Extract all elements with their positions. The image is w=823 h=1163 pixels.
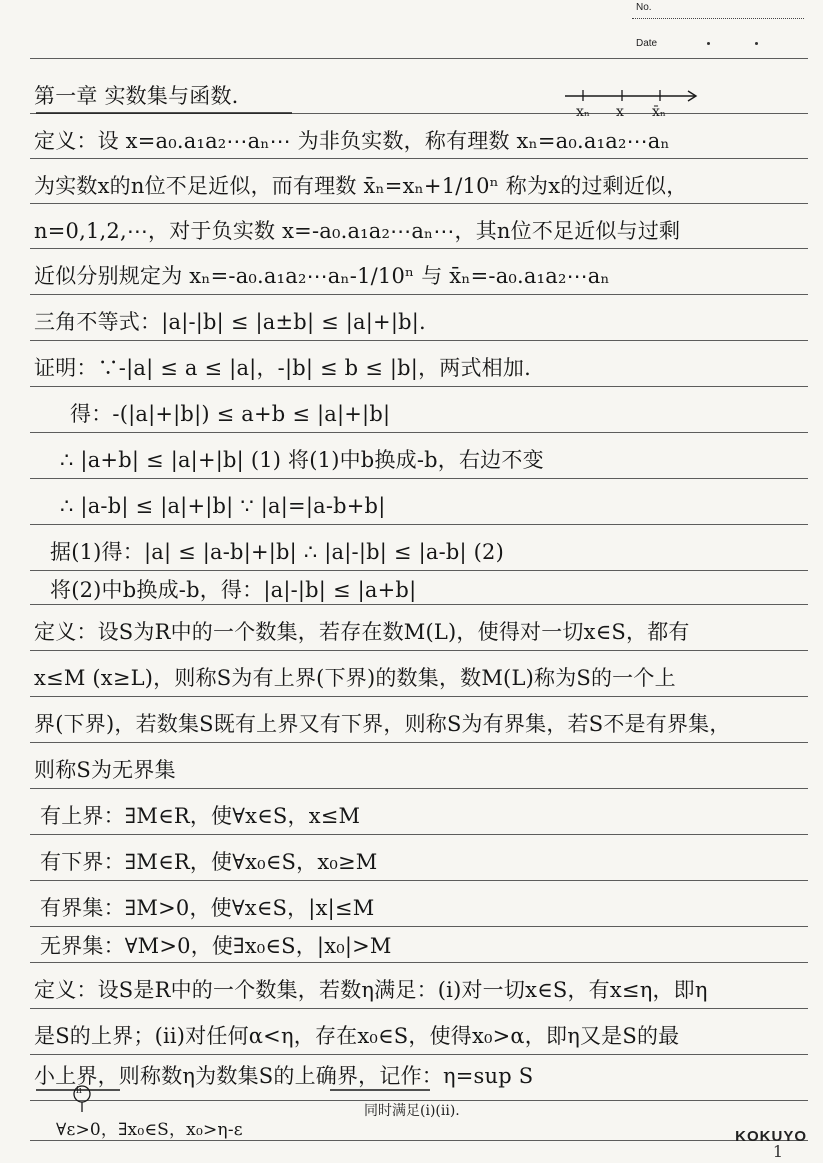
text-line: 有下界：∃M∈R，使∀x₀∈S，x₀≥M: [40, 850, 378, 874]
text-line: 定义：设S是R中的一个数集，若数η满足：(i)对一切x∈S，有x≤η，即η: [34, 978, 708, 1002]
axis-label-x: x: [616, 104, 624, 120]
text-line: 则称S为无界集: [34, 758, 176, 782]
circle-mark-label: ii: [76, 1086, 82, 1096]
text-line: 近似分别规定为 xₙ=-a₀.a₁a₂⋯aₙ-1/10ⁿ 与 x̄ₙ=-a₀.a₁a₂⋯aₙ: [34, 264, 610, 288]
text-line: 得：-(|a|+|b|) ≤ a+b ≤ |a|+|b|: [70, 402, 391, 426]
text-line: 为实数x的n位不足近似，而有理数 x̄ₙ=xₙ+1/10ⁿ 称为x的过剩近似，: [34, 174, 688, 198]
text-line: 将(2)中b换成-b，得：|a|-|b| ≤ |a+b|: [50, 578, 417, 602]
text-line: ∴ |a+b| ≤ |a|+|b| (1) 将(1)中b换成-b，右边不变: [60, 448, 544, 472]
axis-label-xn-bar: x̄ₙ: [652, 104, 666, 120]
page-number: 1: [772, 1142, 783, 1161]
text-line: 证明：∵-|a| ≤ a ≤ |a|，-|b| ≤ b ≤ |b|，两式相加.: [34, 356, 531, 380]
text-line: x≤M (x≥L)，则称S为有上界(下界)的数集，数M(L)称为S的一个上: [34, 666, 676, 690]
text-line: n=0,1,2,⋯，对于负实数 x=-a₀.a₁a₂⋯aₙ⋯，其n位不足近似与过剩: [34, 219, 681, 243]
no-label: No.: [636, 2, 652, 13]
text-line: ∀ε>0，∃x₀∈S，x₀>η-ε: [56, 1120, 243, 1140]
axis-label-xn: xₙ: [576, 104, 590, 120]
text-line: 定义：设 x=a₀.a₁a₂⋯aₙ⋯ 为非负实数，称有理数 xₙ=a₀.a₁a₂⋯aₙ: [34, 129, 670, 153]
text-line: 小上界，则称数η为数集S的上确界，记作：η=sup S: [34, 1064, 534, 1088]
text-line: 是S的上界；(ii)对任何α<η，存在x₀∈S，使得x₀>α，即η又是S的最: [34, 1024, 680, 1048]
brand-logo: KOKUYO: [735, 1128, 807, 1145]
both-satisfy-note: 同时满足(i)(ii).: [364, 1103, 460, 1119]
text-line: 据(1)得：|a| ≤ |a-b|+|b| ∴ |a|-|b| ≤ |a-b| (2): [50, 540, 505, 564]
text-line: 有界集：∃M>0，使∀x∈S，|x|≤M: [40, 896, 375, 920]
text-line: 定义：设S为R中的一个数集，若存在数M(L)，使得对一切x∈S，都有: [34, 620, 690, 644]
text-line: 有上界：∃M∈R，使∀x∈S，x≤M: [40, 804, 361, 828]
text-line: ∴ |a-b| ≤ |a|+|b| ∵ |a|=|a-b+b|: [60, 494, 386, 518]
date-label: Date: [636, 38, 658, 49]
text-line: 三角不等式：|a|-|b| ≤ |a±b| ≤ |a|+|b|.: [34, 310, 426, 334]
text-line: 界(下界)，若数集S既有上界又有下界，则称S为有界集，若S不是有界集，: [34, 712, 731, 736]
chapter-title: 第一章 实数集与函数.: [34, 84, 239, 108]
text-line: 无界集：∀M>0，使∃x₀∈S，|x₀|>M: [40, 934, 392, 958]
